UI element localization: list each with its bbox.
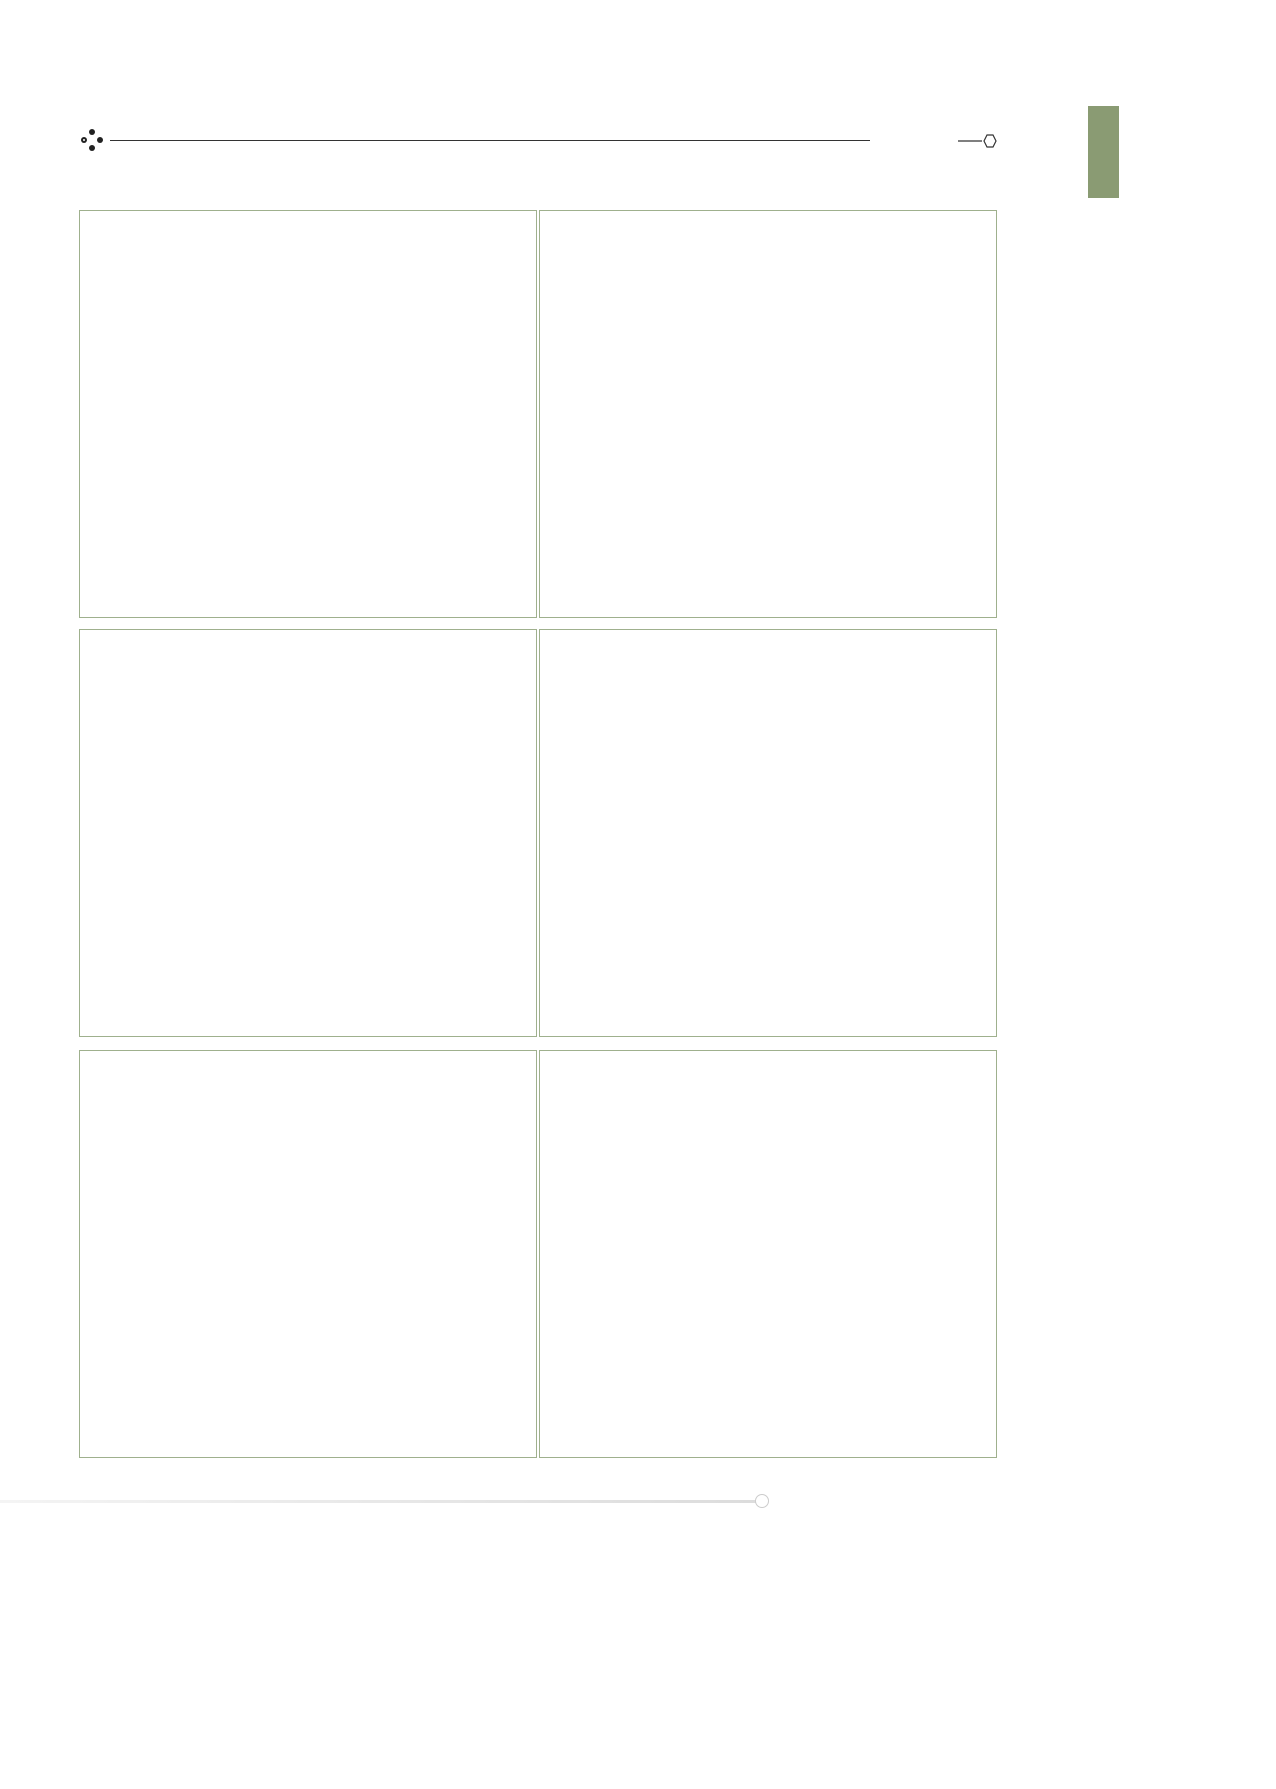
panel-r042 — [79, 210, 537, 618]
footer-line — [0, 1500, 760, 1503]
footer-dot-icon — [755, 1494, 769, 1508]
panel-r105 — [79, 1050, 537, 1458]
drawing-grid — [79, 210, 997, 1458]
sidebar-nav — [1050, 30, 1119, 1560]
panel-r095 — [539, 629, 997, 1037]
dots-icon — [80, 128, 104, 152]
panel-r074 — [79, 629, 537, 1037]
header-divider — [110, 140, 870, 141]
panel-r130 — [539, 1050, 997, 1458]
panel-r072 — [539, 210, 997, 618]
hexagon-pin-icon — [958, 131, 998, 151]
